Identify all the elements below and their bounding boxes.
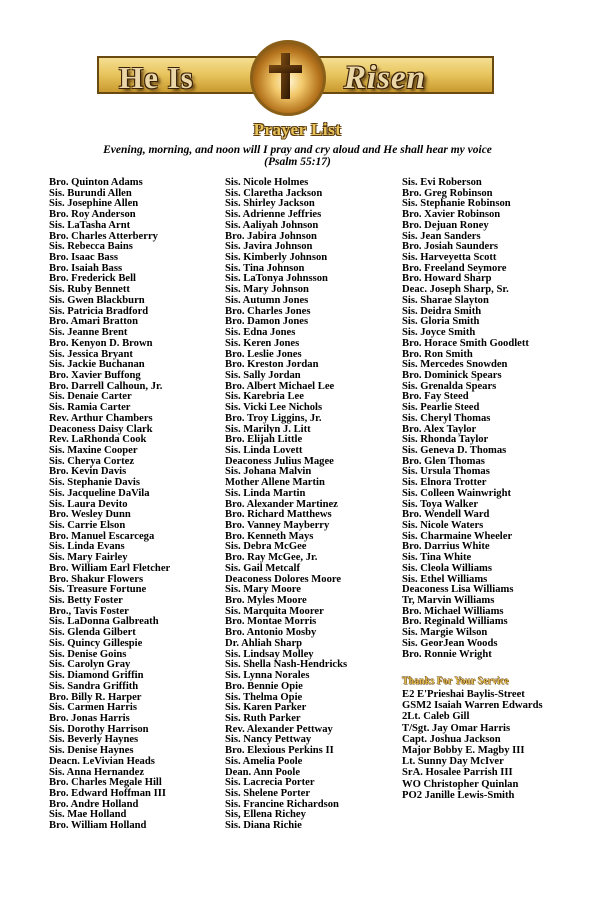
prayer-list-name: Sis. Patricia Bradford <box>49 305 149 317</box>
service-member-name: 2Lt. Caleb Gill <box>402 711 470 723</box>
prayer-list-name: Sis. Dorothy Harrison <box>49 723 149 735</box>
prayer-list-name: Sis. Quincy Gillespie <box>49 637 143 649</box>
prayer-list-name: Bro. Vanney Mayberry <box>225 520 330 531</box>
prayer-list-name: Deaconess Julius Magee <box>225 455 334 467</box>
prayer-list-name: Sis. Carmen Harris <box>49 702 137 714</box>
prayer-list-name: Sis. LaTasha Arnt <box>49 219 131 231</box>
prayer-list-name: Sis. Rhonda Taylor <box>402 434 489 446</box>
prayer-list-name: Rev. LaRhonda Cook <box>49 434 147 446</box>
prayer-list-name: Bro. Antonio Mosby <box>225 627 317 639</box>
prayer-list-name: Sis. Mary Fairley <box>49 552 128 564</box>
prayer-list-name: Bro. Kenneth Mays <box>225 530 314 542</box>
prayer-list-name: Bro. Charles Megale Hill <box>49 777 162 789</box>
prayer-list-name: Sis. Toya Walker <box>402 498 479 510</box>
prayer-list-name: Sis. Ruby Bennett <box>49 284 130 296</box>
prayer-list-name: Sis. Jessica Bryant <box>49 348 133 360</box>
prayer-list-name: Deaconess Daisy Clark <box>49 423 153 435</box>
name-column-1 <box>49 178 170 832</box>
prayer-list-name: Bro. Elexious Perkins II <box>225 745 334 757</box>
prayer-list-name: Sis. Javira Johnson <box>225 241 313 253</box>
prayer-list-name: Sis. Shirley Jackson <box>225 198 315 210</box>
prayer-list-name: Sis. GeorJean Woods <box>402 637 498 649</box>
prayer-list-name: Bro. Freeland Seymore <box>402 262 507 274</box>
prayer-list-name: Sis. Mercedes Snowden <box>402 359 508 371</box>
banner-left-word: He Is <box>119 60 194 95</box>
service-member-name: E2 E'Prieshai Baylis-Street <box>402 689 525 700</box>
service-member-name: T/Sgt. Jay Omar Harris <box>402 722 511 734</box>
prayer-list-name: Bro. Darrell Calhoun, Jr. <box>49 380 163 392</box>
prayer-list-name: Sis. Thelma Opie <box>225 691 303 703</box>
prayer-list-name: Sis. Cheryl Thomas <box>402 412 491 424</box>
service-member-name: GSM2 Isaiah Warren Edwards <box>402 700 543 712</box>
prayer-list-name: Sis. Harveyetta Scott <box>402 252 497 264</box>
prayer-list-name: Bro. Isaiah Bass <box>49 262 123 274</box>
prayer-list-name: Sis. Kimberly Johnson <box>225 252 328 264</box>
prayer-list-name: Sis. Margie Wilson <box>402 627 488 639</box>
prayer-list-name: Bro. Howard Sharp <box>402 273 492 285</box>
prayer-list-name: Sis. Linda Evans <box>49 541 125 553</box>
prayer-list-name: Bro. Wesley Dunn <box>49 509 131 521</box>
prayer-list-name: Bro. Kenyon D. Brown <box>49 337 153 349</box>
prayer-list-name: Bro. Edward Hoffman III <box>49 787 166 799</box>
prayer-list-name: Sis. Lindsay Molley <box>225 648 314 660</box>
prayer-list-name: Bro. Ray McGee, Jr. <box>225 552 318 564</box>
prayer-list-name: Sis. Ruth Parker <box>225 712 301 724</box>
prayer-list-name: Sis. Nicole Holmes <box>225 177 309 188</box>
service-member-name: Capt. Joshua Jackson <box>402 733 501 745</box>
prayer-list-name: Sis. Denise Goins <box>49 648 127 660</box>
prayer-list-name: Sis. Edna Jones <box>225 327 296 339</box>
prayer-list-name: Sis. Diamond Griffin <box>49 670 144 682</box>
prayer-list-name: Sis. LaDonna Galbreath <box>49 616 159 628</box>
prayer-list-name: Sis. Laura Devito <box>49 498 128 510</box>
scripture-verse <box>40 144 555 168</box>
prayer-list-name: Sis. Pearlie Steed <box>402 402 480 414</box>
prayer-list-name: Sis. Autumn Jones <box>225 294 309 306</box>
prayer-list-name: Sis. Beverly Haynes <box>49 734 139 746</box>
prayer-list-name: Bro. Montae Morris <box>225 616 317 628</box>
prayer-list-name: Bro., Tavis Foster <box>49 605 129 617</box>
name-column-2 <box>225 178 347 832</box>
prayer-list-name: Sis. Shelene Porter <box>225 787 311 799</box>
prayer-list-name: Bro. Charles Atterberry <box>49 230 158 242</box>
prayer-list-name: Bro. Quinton Adams <box>49 177 143 188</box>
prayer-list-name: Dr. Ahliah Sharp <box>225 637 303 649</box>
prayer-list-name: Sis. Sandra Griffith <box>49 680 139 692</box>
prayer-list-name: Bro. Andre Holland <box>49 798 139 810</box>
prayer-list-name: Sis. Nancy Pettway <box>225 734 312 746</box>
prayer-list-name: Sis. Lacrecia Porter <box>225 777 315 789</box>
prayer-list-name: Bro. Wendell Ward <box>402 509 490 521</box>
prayer-list-name: Sis. Diana Richie <box>225 820 302 832</box>
prayer-list-name: Sis. Adrienne Jeffries <box>225 209 322 221</box>
prayer-list-name: Bro. Kreston Jordan <box>225 359 319 371</box>
prayer-list-name: Bro. Myles Moore <box>225 595 307 607</box>
prayer-list-name: Sis. Linda Lovett <box>225 444 303 456</box>
name-column-3 <box>402 178 529 660</box>
prayer-list-name: Sis. Ethel Williams <box>402 573 488 585</box>
prayer-list-name: Bro. Frederick Bell <box>49 273 136 285</box>
prayer-list-name: Sis. Gail Metcalf <box>225 562 301 574</box>
prayer-list-name: Bro. Amari Bratton <box>49 316 138 328</box>
page-title: Prayer List <box>253 120 342 139</box>
prayer-list-name: Sis. Treasure Fortune <box>49 584 147 596</box>
prayer-list-name: Bro. Greg Robinson <box>402 187 493 199</box>
prayer-list-name: Bro. Alex Taylor <box>402 423 477 435</box>
prayer-list-name: Sis. Amelia Poole <box>225 755 303 767</box>
prayer-list-name: Bro. Reginald Williams <box>402 616 508 628</box>
prayer-list-name: Sis. Sally Jordan <box>225 369 301 381</box>
prayer-list-name: Sis. Carrie Elson <box>49 520 126 531</box>
prayer-list-name: Sis. Grenalda Spears <box>402 380 497 392</box>
prayer-list-name: Sis. Linda Martin <box>225 487 306 499</box>
prayer-list-name: Bro. Jonas Harris <box>49 712 130 724</box>
prayer-list-name: Bro. Xavier Buffong <box>49 369 141 381</box>
prayer-list-name: Bro. Shakur Flowers <box>49 573 144 585</box>
prayer-list-name: Sis. Denaie Carter <box>49 391 132 403</box>
prayer-list-name: Sis. Stephanie Davis <box>49 477 140 489</box>
prayer-list-name: Sis. Vicki Lee Nichols <box>225 402 323 414</box>
prayer-list-name: Sis. Lynna Norales <box>225 670 310 682</box>
prayer-list-name: Sis. Francine Richardson <box>225 798 339 810</box>
prayer-list-name: Sis. Elnora Trotter <box>402 477 487 489</box>
prayer-list-name: Sis. LaTonya Johnsson <box>225 273 328 285</box>
prayer-list-name: Bro. Alexander Martinez <box>225 498 338 510</box>
prayer-list-name: Sis. Nicole Waters <box>402 520 484 531</box>
prayer-list-name: Bro. Leslie Jones <box>225 348 302 360</box>
prayer-list-name: Sis. Maxine Cooper <box>49 444 138 456</box>
prayer-list-name: Bro. Glen Thomas <box>402 455 485 467</box>
prayer-list-name: Sis. Carolyn Gray <box>49 659 131 671</box>
prayer-list-name: Sis. Charmaine Wheeler <box>402 530 513 542</box>
prayer-list-name: Sis. Betty Foster <box>49 595 123 607</box>
prayer-list-name: Sis. Johana Malvin <box>225 466 312 478</box>
prayer-list-name: Bro. Manuel Escarcega <box>49 530 155 542</box>
prayer-list-name: Sis. Joyce Smith <box>402 327 476 339</box>
prayer-list-name: Bro. Albert Michael Lee <box>225 380 335 392</box>
service-member-name: Major Bobby E. Magby III <box>402 745 525 757</box>
verse-reference: (Psalm 55:17) <box>264 156 331 168</box>
prayer-list-name: Sis. Claretha Jackson <box>225 187 323 199</box>
cross-medallion-icon <box>250 40 326 116</box>
prayer-list-name: Sis. Gwen Blackburn <box>49 294 145 306</box>
service-member-name: SrA. Hosalee Parrish III <box>402 767 513 779</box>
prayer-list-name: Sis. Denise Haynes <box>49 745 134 757</box>
prayer-list-name: Sis. Ramia Carter <box>49 402 131 414</box>
prayer-list-name: Bro. Josiah Saunders <box>402 241 499 253</box>
prayer-list-name: Sis. Karebria Lee <box>225 391 304 403</box>
prayer-list-name: Sis. Geneva D. Thomas <box>402 444 507 456</box>
prayer-list-name: Sis, Ellena Richey <box>225 809 306 821</box>
prayer-list-name: Sis. Karen Parker <box>225 702 307 714</box>
prayer-list-name: Rev. Alexander Pettway <box>225 723 333 735</box>
prayer-list-name: Sis. Stephanie Robinson <box>402 198 511 210</box>
prayer-list-name: Sis. Aaliyah Johnson <box>225 219 319 231</box>
prayer-list-name: Sis. Deidra Smith <box>402 305 482 317</box>
prayer-list-name: Bro. Charles Jones <box>225 305 311 317</box>
prayer-list-name: Bro. Elijah Little <box>225 434 303 446</box>
prayer-list-name: Bro. Damon Jones <box>225 316 309 328</box>
prayer-list-name: Bro. Jabira Johnson <box>225 230 317 242</box>
prayer-list-name: Mother Allene Martin <box>225 477 325 489</box>
prayer-list-name: Sis. Anna Hernandez <box>49 766 145 778</box>
prayer-list-name: Sis. Josephine Allen <box>49 198 139 210</box>
prayer-list-name: Sis. Glenda Gilbert <box>49 627 136 639</box>
prayer-list-name: Sis. Debra McGee <box>225 541 307 553</box>
prayer-list-name: Sis. Colleen Wainwright <box>402 487 511 499</box>
prayer-list-name: Bro. Bennie Opie <box>225 680 303 692</box>
prayer-list-name: Bro. Ron Smith <box>402 348 473 360</box>
prayer-list-name: Sis. Gloria Smith <box>402 316 480 328</box>
prayer-list-name: Bro. Billy R. Harper <box>49 691 142 703</box>
prayer-list-name: Sis. Cleola Williams <box>402 562 492 574</box>
prayer-list-name: Bro. William Holland <box>49 820 147 832</box>
prayer-list-name: Sis. Burundi Allen <box>49 187 132 199</box>
prayer-list-name: Bro. Fay Steed <box>402 391 469 403</box>
prayer-list-name: Bro. Darrius White <box>402 541 490 553</box>
prayer-list-name: Bro. Roy Anderson <box>49 209 136 221</box>
service-member-name: Lt. Sunny Day McIver <box>402 756 504 768</box>
prayer-list-name: Bro. Dominick Spears <box>402 369 502 381</box>
prayer-list-name: Sis. Mary Johnson <box>225 284 309 296</box>
prayer-list-name: Deac. Joseph Sharp, Sr. <box>402 284 509 296</box>
banner-right-word: Risen <box>344 60 427 96</box>
verse-text: Evening, morning, and noon will I pray and cry aloud and He shall hear my voice <box>103 144 492 156</box>
prayer-list-name: Bro. Isaac Bass <box>49 252 118 264</box>
service-member-name: PO2 Janille Lewis-Smith <box>402 789 515 801</box>
prayer-list-name: Sis. Ursula Thomas <box>402 466 490 478</box>
prayer-list-name: Sis. Mae Holland <box>49 809 127 821</box>
prayer-list-name: Sis. Jeanne Brent <box>49 327 128 339</box>
prayer-list-name: Sis. Jackie Buchanan <box>49 359 145 371</box>
prayer-list-name: Deaconess Dolores Moore <box>225 573 342 585</box>
prayer-list-name: Bro. Dejuan Roney <box>402 219 489 231</box>
prayer-list-name: Sis. Tina White <box>402 552 472 564</box>
prayer-list-name: Sis. Shella Nash-Hendricks <box>225 659 348 671</box>
prayer-list-name: Dean. Ann Poole <box>225 766 301 778</box>
prayer-list-name: Sis. Mary Moore <box>225 584 302 596</box>
prayer-list-name: Bro. Troy Liggins, Jr. <box>225 412 322 424</box>
prayer-list-name: Bro. Horace Smith Goodlett <box>402 337 529 349</box>
prayer-list-name: Tr, Marvin Williams <box>402 595 495 607</box>
prayer-list-name: Rev. Arthur Chambers <box>49 412 153 424</box>
prayer-list-name: Bro. Ronnie Wright <box>402 648 492 660</box>
prayer-list-name: Bro. Michael Williams <box>402 605 504 617</box>
prayer-list-name: Sis. Tina Johnson <box>225 262 305 274</box>
header-banner <box>97 40 494 120</box>
prayer-list-name: Sis. Jacqueline DaVila <box>49 487 150 499</box>
prayer-list-name: Deaconess Lisa Williams <box>402 584 514 596</box>
prayer-list-name: Bro. William Earl Fletcher <box>49 562 171 574</box>
service-list <box>402 689 543 801</box>
prayer-list-name: Sis. Keren Jones <box>225 337 300 349</box>
prayer-list-name: Bro. Kevin Davis <box>49 466 127 478</box>
prayer-list-name: Bro. Xavier Robinson <box>402 209 501 221</box>
service-heading: Thanks For Your Service <box>402 676 509 687</box>
prayer-list-name: Sis. Jean Sanders <box>402 230 481 242</box>
service-member-name: WO Christopher Quinlan <box>402 778 519 790</box>
prayer-list-name: Deacn. LeVivian Heads <box>49 755 155 767</box>
prayer-list-name: Sis. Cherya Cortez <box>49 455 135 467</box>
prayer-list-name: Bro. Richard Matthews <box>225 509 332 521</box>
prayer-list-name: Sis. Evi Roberson <box>402 177 482 188</box>
prayer-list-name: Sis. Marquita Moorer <box>225 605 324 617</box>
prayer-list-name: Sis. Rebecca Bains <box>49 241 133 253</box>
prayer-list-name: Sis. Marilyn J. Litt <box>225 423 311 435</box>
prayer-list-name: Sis. Sharae Slayton <box>402 294 489 306</box>
